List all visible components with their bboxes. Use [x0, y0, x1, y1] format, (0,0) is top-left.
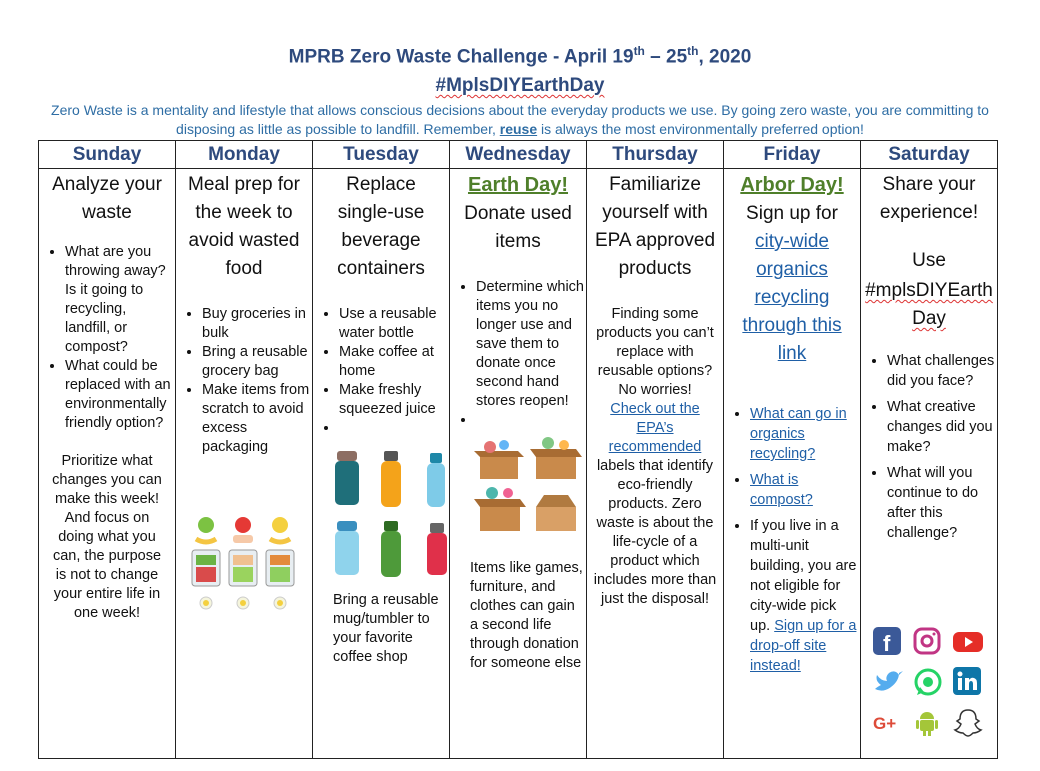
sunday-heading: Analyze your waste	[52, 174, 162, 223]
thursday-text: Finding some products you can’t replace with reusable options? No worries! Check out the EPA’s recommended labels that identify eco-friendly products. Zero waste is about the life-cycle of a product which includes more than just the disposal!	[593, 306, 717, 607]
page-hashtag: #MplsDIYEarthDay	[435, 75, 605, 96]
twitter-icon	[873, 667, 905, 699]
android-icon	[913, 707, 945, 739]
drop-off-site-link[interactable]: Sign up for a drop-off site instead!	[750, 618, 857, 674]
calendar-table	[38, 140, 998, 759]
list-item: • What are you throwing away? Is it going to recycling, landfill, or compost?	[65, 243, 175, 357]
facebook-icon	[873, 627, 905, 659]
epa-recommended-link[interactable]: Check out the EPA’s recommended	[608, 401, 702, 455]
friday-cell	[724, 169, 861, 759]
friday-heading: Sign up for	[746, 203, 838, 224]
tuesday-heading: Replace single-use beverage containers	[337, 174, 425, 279]
list-item: • What challenges did you face?	[887, 351, 997, 391]
day-header-thursday: Thursday	[587, 141, 724, 169]
list-item: • What creative changes did you make?	[887, 397, 997, 457]
day-header-sunday: Sunday	[39, 141, 176, 169]
wednesday-cell	[450, 169, 587, 759]
saturday-cell	[861, 169, 998, 759]
saturday-list	[861, 351, 997, 543]
wednesday-note: Items like games, furniture, and clothes can gain a second life through donation for someone else	[470, 560, 583, 671]
list-item: • Make coffee at home	[339, 343, 449, 381]
linkedin-icon	[953, 667, 985, 699]
whatsapp-icon	[913, 667, 945, 699]
monday-cell	[176, 169, 313, 759]
monday-heading: Meal prep for the week to avoid wasted food	[188, 174, 300, 279]
day-header-tuesday: Tuesday	[313, 141, 450, 169]
arbor-day-label: Arbor Day!	[740, 174, 844, 196]
list-item: • Make items from scratch to avoid excess packaging	[202, 381, 312, 457]
intro-text: Zero Waste is a mentality and lifestyle that allows conscious decisions about the everyday products we use. By going zero waste, you are committing to disposing as little as possible to landfill. Remember, reuse is always the most environmentally preferred option!	[51, 102, 989, 137]
day-header-friday: Friday	[724, 141, 861, 169]
list-item	[339, 419, 449, 438]
page-title: MPRB Zero Waste Challenge - April 19th – 25th, 2020	[288, 44, 752, 68]
saturday-heading: Share your experience!	[879, 174, 979, 223]
tuesday-list	[313, 305, 449, 438]
svg-text:G+: G+	[873, 714, 897, 733]
sunday-list	[39, 243, 175, 433]
friday-list	[724, 404, 860, 676]
list-item: • Make freshly squeezed juice	[339, 381, 449, 419]
sunday-cell	[39, 169, 176, 759]
list-item: • Bring a reusable grocery bag	[202, 343, 312, 381]
day-header-row	[39, 141, 998, 169]
earth-day-label: Earth Day!	[467, 174, 569, 196]
snapchat-icon	[953, 707, 985, 739]
wednesday-heading: Donate used items	[464, 203, 572, 252]
meal-prep-icon	[188, 515, 298, 615]
compost-info-link[interactable]: What is compost?	[750, 472, 813, 508]
reusable-bottles-icon	[329, 449, 454, 579]
google-plus-icon	[873, 707, 905, 739]
list-item	[750, 470, 860, 510]
saturday-hashtag: #mplsDIYEarthDay	[865, 280, 993, 329]
thursday-heading: Familiarize yourself with EPA approved products	[594, 174, 716, 279]
list-item: • Determine which items you no longer use and save them to donate once second hand stores reopen!	[476, 278, 586, 411]
day-header-wednesday: Wednesday	[450, 141, 587, 169]
day-header-monday: Monday	[176, 141, 313, 169]
instagram-icon	[913, 627, 945, 659]
donation-boxes-icon	[474, 437, 589, 537]
saturday-use: Use	[912, 250, 946, 271]
thursday-cell	[587, 169, 724, 759]
sunday-note: Prioritize what changes you can make this week! And focus on doing what you can, the purpose is not to change your entire life in one week!	[52, 453, 162, 621]
day-header-saturday: Saturday	[861, 141, 998, 169]
organics-recycling-link[interactable]: city-wide organics recycling through this link	[742, 231, 842, 364]
svg-text:f: f	[883, 631, 891, 656]
list-item	[476, 411, 586, 430]
tuesday-cell	[313, 169, 450, 759]
organics-info-link[interactable]: What can go in organics recycling?	[750, 406, 847, 462]
list-item: • If you live in a multi-unit building, you are not eligible for city-wide pick up. Sign up for a drop-off site instead!	[750, 516, 860, 676]
list-item	[750, 404, 860, 464]
list-item: • What will you continue to do after this challenge?	[887, 463, 997, 543]
wednesday-list	[450, 278, 586, 430]
list-item: • Buy groceries in bulk	[202, 305, 312, 343]
list-item: • Use a reusable water bottle	[339, 305, 449, 343]
list-item: • What could be replaced with an environmentally friendly option?	[65, 357, 175, 433]
monday-list	[176, 305, 312, 457]
tuesday-note: Bring a reusable mug/tumbler to your favorite coffee shop	[333, 592, 439, 665]
youtube-icon	[953, 627, 985, 659]
